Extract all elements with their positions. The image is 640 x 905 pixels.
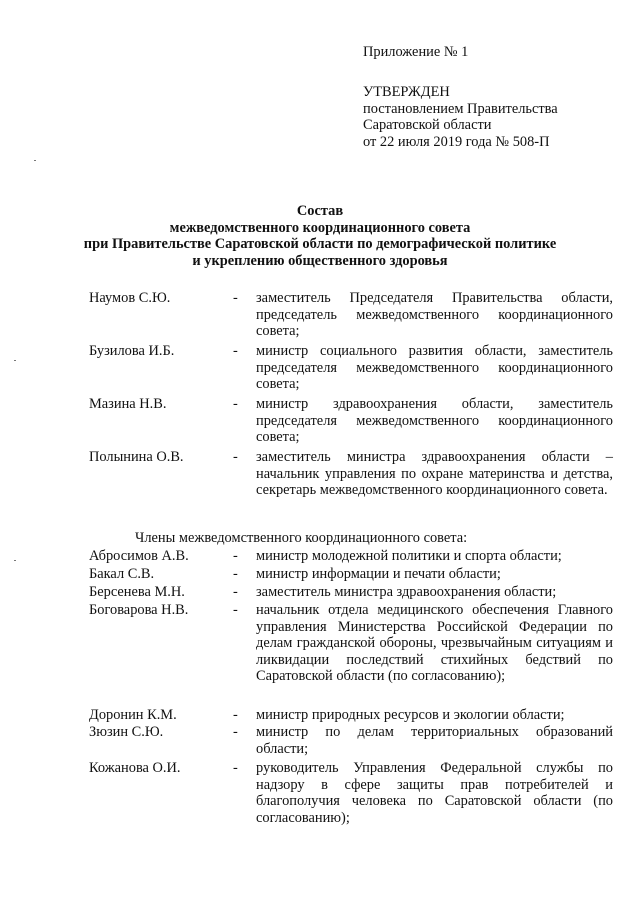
member-role: заместитель Председателя Правительства области, председатель межведомственного координационного совета; [256,290,613,339]
approved-region: Саратовской области [363,117,492,133]
approved-heading: УТВЕРЖДЕН [363,84,450,100]
scan-speck [34,160,36,161]
member-name: Доронин К.М. [89,707,177,723]
approval-stamp [363,84,558,150]
separator-dash: - [233,602,238,618]
separator-dash: - [233,566,238,582]
title-line-3: при Правительстве Саратовской области по демографической политике [83,236,557,252]
member-name: Полынина О.В. [89,449,184,465]
appendix-label: Приложение № 1 [363,44,469,60]
separator-dash: - [233,707,238,723]
approved-date: от 22 июля 2019 года № 508-П [363,133,550,150]
title-line-4: и укреплению общественного здоровья [192,252,448,269]
member-role: министр здравоохранения области, заместитель председателя межведомственного координационного совета; [256,396,613,445]
title-line-2: межведомственного координационного совета [169,219,471,236]
member-name: Бакал С.В. [89,566,155,582]
members-heading: Члены межведомственного координационного совета: [135,530,468,546]
leadership-row-1 [89,290,613,340]
leadership-row-4 [89,449,613,499]
member-row-1 [89,548,613,565]
member-role: министр информации и печати области; [256,566,501,582]
approved-by: постановлением Правительства [363,100,558,117]
separator-dash: - [233,396,238,412]
separator-dash: - [233,548,238,564]
member-name: Мазина Н.В. [89,396,167,412]
member-role: начальник отдела медицинского обеспечения Главного управления Министерства Российской Федерации по делам гражданской обороны, чрезвычайным ситуациям и ликвидации последствий стихийных бедствий по Саратовской области (по согласованию); [256,602,613,684]
member-role: министр молодежной политики и спорта области; [256,548,562,564]
separator-dash: - [233,290,238,306]
member-name: Зюзин С.Ю. [89,724,164,740]
member-row-6 [89,724,613,757]
member-role: заместитель министра здравоохранения области – начальник управления по охране материнства и детства, секретарь межведомственного координационного совета. [256,449,613,498]
member-role: министр по делам территориальных образований области; [256,724,613,757]
member-name: Кожанова О.И. [89,760,181,776]
member-row-5 [89,707,613,724]
document-title [0,203,640,269]
member-role: руководитель Управления Федеральной службы по надзору в сфере защиты прав потребителей и благополучия человека по Саратовской области (по согласованию); [256,760,613,826]
separator-dash: - [233,343,238,359]
member-name: Наумов С.Ю. [89,290,171,306]
member-role: министр природных ресурсов и экологии области; [256,707,565,723]
scan-speck [14,360,16,361]
member-name: Абросимов А.В. [89,548,189,564]
separator-dash: - [233,760,238,776]
separator-dash: - [233,584,238,600]
member-row-2 [89,566,613,583]
member-row-4 [89,602,613,685]
member-role: министр социального развития области, заместитель председателя межведомственного координационного совета; [256,343,613,392]
separator-dash: - [233,449,238,465]
member-row-3 [89,584,613,601]
member-name: Боговарова Н.В. [89,602,189,618]
member-row-7 [89,760,613,826]
leadership-row-2 [89,343,613,393]
member-name: Берсенева М.Н. [89,584,185,600]
member-name: Бузилова И.Б. [89,343,175,359]
scan-speck [14,560,16,561]
member-role: заместитель министра здравоохранения области; [256,584,557,600]
title-line-1: Состав [296,203,344,219]
leadership-row-3 [89,396,613,446]
separator-dash: - [233,724,238,740]
